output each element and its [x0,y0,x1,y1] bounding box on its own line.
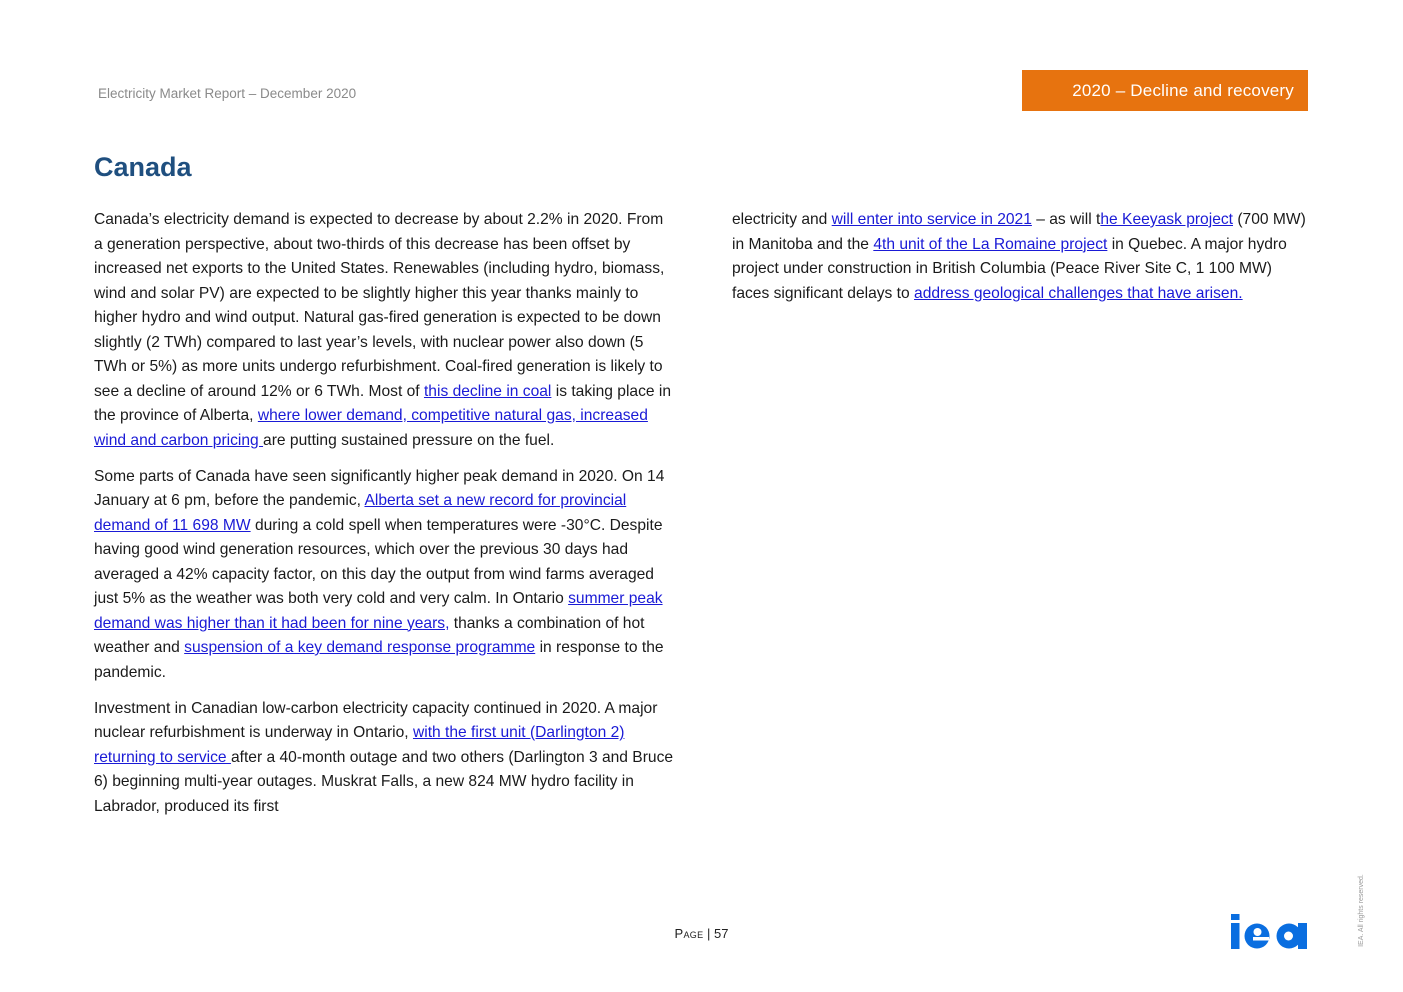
paragraph-text: are putting sustained pressure on the fuel. [263,431,555,449]
page-number [0,926,1403,941]
paragraph-text: after a 40-month outage and two others (Darlington 3 and Bruce 6) beginning multi-year outages. Muskrat Falls, a new 824 MW hydro facility in Labrador, produced its first [94,748,674,815]
rights-text: IEA. All rights reserved. [1357,873,1365,947]
page-separator: | [703,926,715,941]
paragraph-text: – as will t [1031,211,1101,228]
page-label: Page [674,926,704,941]
link-service-2021[interactable]: will enter into service in 2021 [831,211,1032,228]
paragraph-text: in response to the pandemic. [94,639,664,681]
paragraph-investment [94,697,674,820]
paragraph-text: is taking place in the province of Alberta, [94,382,672,424]
link-darlington-2[interactable]: with the first unit (Darlington 2) returning to service [94,724,625,766]
paragraph-text: thanks a combination of hot weather and [94,614,645,656]
report-title: Electricity Market Report – December 2020 [98,86,357,101]
rights-notice [1353,860,1369,960]
paragraph-text: Investment in Canadian low-carbon electricity capacity continued in 2020. A major nuclear refurbishment is underway in Ontario, [94,699,658,741]
link-decline-in-coal[interactable]: this decline in coal [423,382,552,400]
paragraph-demand [94,208,674,453]
link-keeyask-project[interactable]: he Keeyask project [1100,211,1233,228]
paragraph-text: (700 MW) in Manitoba and the [732,211,1306,253]
paragraph-text: in Quebec. A major hydro project under construction in British Columbia (Peace River Site C, 1 100 MW) faces significant delays to [732,235,1287,302]
page-title: Canada [94,152,192,182]
iea-logo-icon [1230,913,1308,951]
link-geological-challenges[interactable]: address geological challenges that have arisen. [914,284,1243,302]
paragraph-text: Canada’s electricity demand is expected to decrease by about 2.2% in 2020. From a generation perspective, about two-thirds of this decrease has been offset by increased net exports to the United States. Renewables (including hydro, biomass, wind and solar PV) are expected to be slightly higher this year thanks mainly to higher hydro and wind output. Natural gas-fired generation is expected to be down slightly (2 TWh) compared to last year’s levels, with nuclear power also down (5 TWh or 5%) as more units undergo refurbishment. Coal-fired generation is likely to see a decline of around 12% or 6 TWh. Most of [94,211,665,400]
paragraph-peak-demand [94,465,674,686]
link-alberta-record[interactable]: Alberta set a new record for provincial demand of 11 698 MW [94,492,627,534]
section-badge: 2020 – Decline and recovery [1022,70,1308,111]
page-number-value: 57 [714,926,729,941]
paragraph-text: electricity and [732,211,832,228]
link-demand-response-suspension[interactable]: suspension of a key demand response programme [184,639,536,656]
paragraph-text: Some parts of Canada have seen significantly higher peak demand in 2020. On 14 January at 6 pm, before the pandemic, [94,467,665,509]
logo-text: iea [1230,913,1232,914]
link-ontario-summer-peak[interactable]: summer peak demand was higher than it had been for nine years, [94,590,663,632]
paragraph-text: during a cold spell when temperatures were -30°C. Despite having good wind generation resources, which over the previous 30 days had averaged a 42% capacity factor, on this day the output from wind farms averaged just 5% as the weather was both very cold and very calm. In Ontario [94,516,663,607]
left-column [94,208,674,831]
right-column [732,208,1308,318]
paragraph-investment-continued [732,208,1308,306]
link-alberta-pressure[interactable]: where lower demand, competitive natural gas, increased wind and carbon pricing [94,407,648,449]
link-la-romaine-project[interactable]: 4th unit of the La Romaine project [873,235,1108,253]
